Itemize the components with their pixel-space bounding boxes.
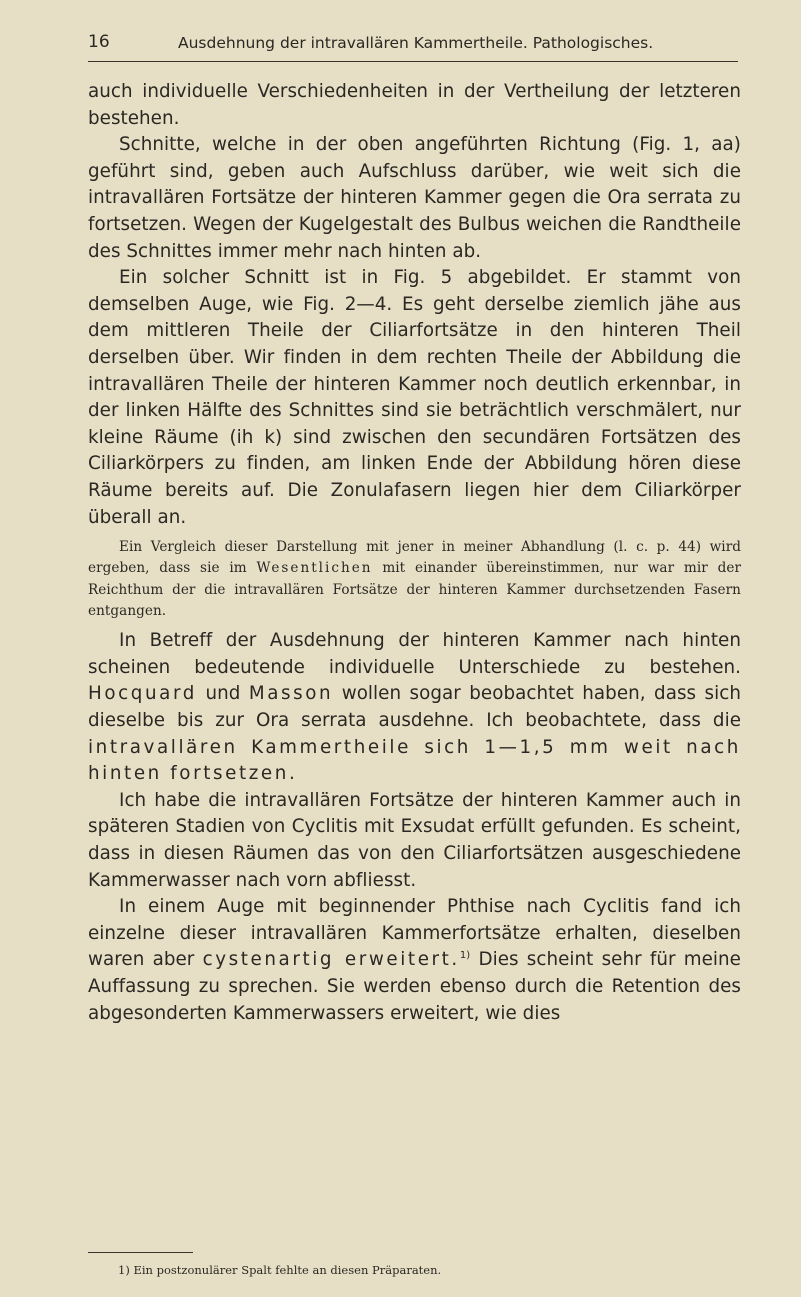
- page-header: [88, 30, 738, 60]
- p7-spaced-text: cystenartig erweitert.: [202, 949, 460, 971]
- p5-text-a: In Betreff der Ausdehnung der hinteren Kammer nach hinten scheinen bedeutende individuelle Unterschiede zu bestehen.: [88, 630, 741, 678]
- p5-author-1: Hocquard: [88, 683, 197, 705]
- page-number: 16: [88, 32, 110, 52]
- paragraph-3: Ein solcher Schnitt ist in Fig. 5 abgebildet. Er stammt von demselben Auge, wie Fig. 2—4. Es geht derselbe ziemlich jähe aus dem mittleren Theile der Ciliarfortsätze in den hinteren Theil derselben über. Wir finden in dem rechten Theile der Abbildung die intravallären Theile der hinteren Kammer noch deutlich erkennbar, in der linken Hälfte des Schnittes sind sie beträchtlich verschmälert, nur kleine Räume (ih k) sind zwischen den secundären Fortsätzen des Ciliarkörpers zu finden, am linken Ende der Abbildung hören diese Räume bereits auf. Die Zonulafasern liegen hier dem Ciliarkörper überall an.: [88, 267, 741, 528]
- p7-text-b: Dies scheint sehr für meine Auffassung zu sprechen. Sie werden ebenso durch die Retention des abgesonderten Kammerwassers erweitert, wie dies: [88, 949, 741, 1024]
- p4-spaced-word: Wesentlichen: [256, 560, 373, 577]
- p5-text-b: wollen sogar beobachtet haben, dass sich dieselbe bis zur Ora serrata ausdehne. Ich beobachtete, dass die: [88, 683, 741, 732]
- paragraph-7: [88, 894, 741, 1027]
- header-rule: [88, 61, 738, 62]
- footnote-marker: 1): [118, 1263, 130, 1277]
- p5-spaced-text: intravallären Kammertheile sich 1—1,5 mm weit nach hinten fortsetzen.: [88, 736, 741, 785]
- running-head: Ausdehnung der intravallären Kammertheile. Pathologisches.: [178, 34, 654, 52]
- p7-text-a: In einem Auge mit beginnender Phthise nach Cyclitis fand ich einzelne dieser intravallären Kammerfortsätze erhalten, dieselben waren aber: [88, 896, 741, 971]
- footnote-text: Ein postzonulärer Spalt fehlte an diesen Präparaten.: [133, 1263, 442, 1277]
- footnote: [118, 1263, 441, 1277]
- body-text: [88, 79, 741, 1027]
- p4-text-a: Ein Vergleich dieser Darstellung mit jener in meiner Abhandlung (l. c. p. 44) wird ergeben, dass sie im: [88, 539, 741, 577]
- paragraph-4-small-print: [88, 537, 741, 622]
- paragraph-1: auch individuelle Verschiedenheiten in der Vertheilung der letzteren bestehen.: [88, 81, 741, 129]
- paragraph-6: Ich habe die intravallären Fortsätze der hinteren Kammer auch in späteren Stadien von Cyclitis mit Exsudat erfüllt gefunden. Es scheint, dass in diesen Räumen das von den Ciliarfortsätzen ausgeschiedene Kammerwasser nach vorn abfliesst.: [88, 789, 741, 891]
- p5-und: und: [205, 683, 241, 705]
- paragraph-5: [88, 628, 741, 788]
- p4-text-b: mit einander übereinstimmen, nur war mir der Reichthum der die intravallären Fortsätze der hinteren Kammer durchsetzenden Fasern entgangen.: [88, 560, 741, 619]
- p5-author-2: Masson: [248, 683, 334, 705]
- footnote-rule: [88, 1252, 193, 1253]
- paragraph-2: Schnitte, welche in der oben angeführten Richtung (Fig. 1, aa) geführt sind, geben auch Aufschluss darüber, wie weit sich die intravallären Fortsätze der hinteren Kammer gegen die Ora serrata zu fortsetzen. Wegen der Kugelgestalt des Bulbus weichen die Randtheile des Schnittes immer mehr nach hinten ab.: [88, 134, 741, 262]
- footnote-reference[interactable]: 1): [459, 950, 471, 962]
